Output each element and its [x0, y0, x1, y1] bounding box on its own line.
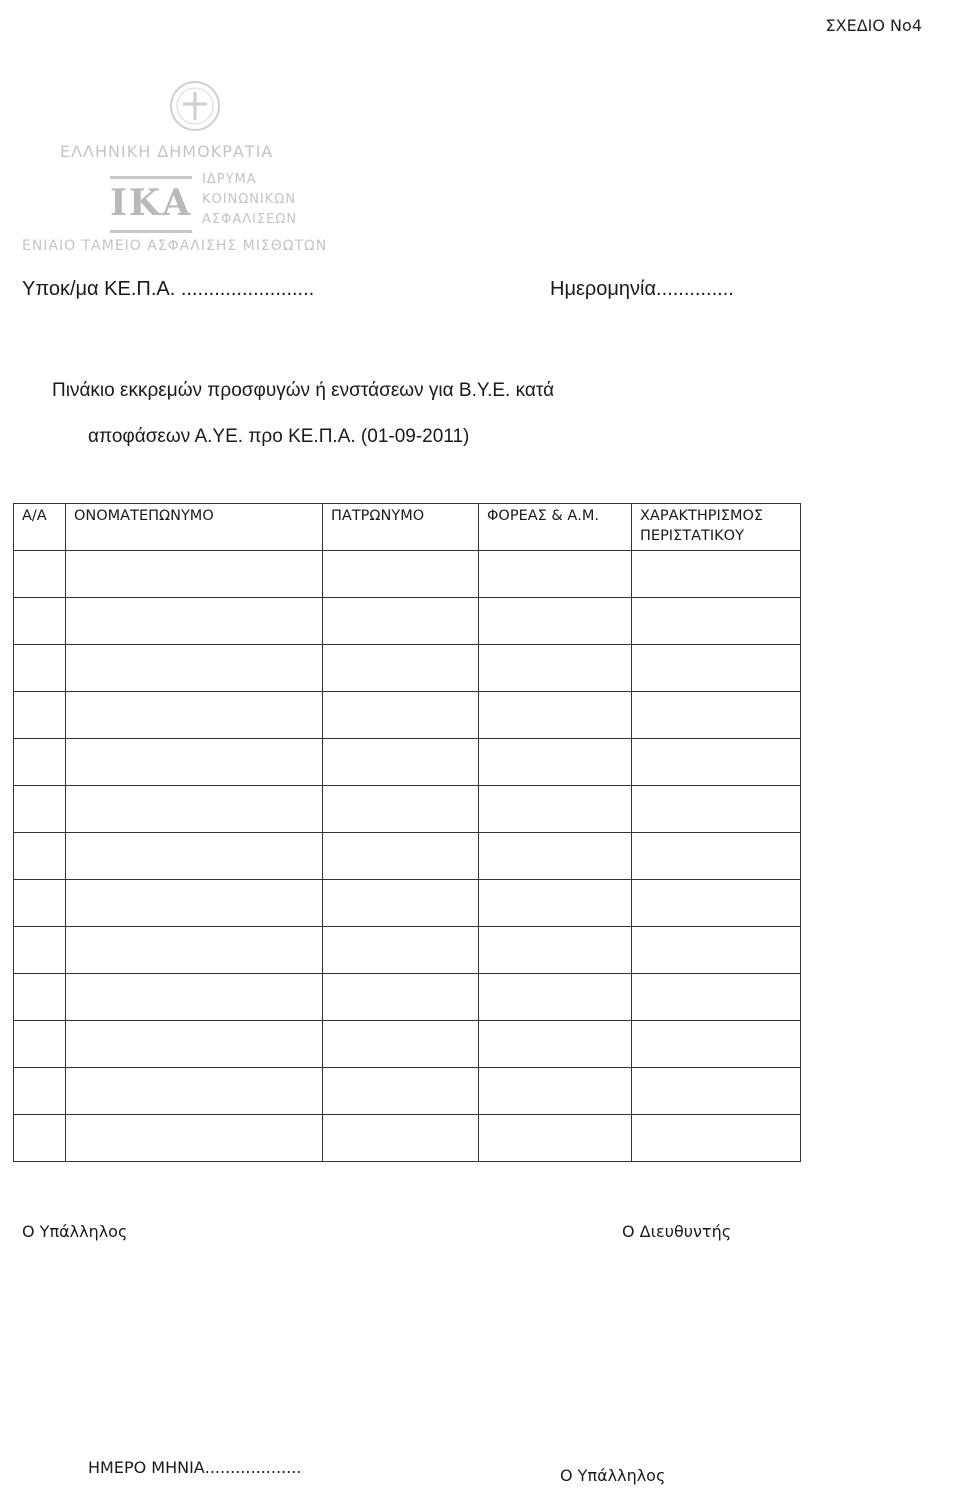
table-body	[14, 551, 801, 1162]
table-cell	[14, 927, 66, 974]
logo-institution	[202, 170, 297, 230]
table-cell	[323, 739, 479, 786]
pending-appeals-table	[13, 503, 801, 1162]
column-header-agency-am: ΦΟΡΕΑΣ & Α.Μ.	[479, 504, 632, 551]
table-cell	[479, 645, 632, 692]
table-cell	[479, 551, 632, 598]
table-cell	[479, 598, 632, 645]
table-row	[14, 833, 801, 880]
meta-row	[22, 278, 920, 308]
table-cell	[479, 1021, 632, 1068]
logo-institution-line: ΚΟΙΝΩΝΙΚΩΝ	[202, 192, 296, 207]
table-row	[14, 598, 801, 645]
form-title	[52, 368, 912, 460]
table-cell	[14, 739, 66, 786]
table-row	[14, 692, 801, 739]
table-cell	[479, 786, 632, 833]
table-cell	[66, 692, 323, 739]
table-cell	[66, 974, 323, 1021]
table-cell	[323, 833, 479, 880]
table-cell	[632, 645, 801, 692]
table-cell	[14, 1068, 66, 1115]
table-cell	[632, 833, 801, 880]
table-cell	[66, 786, 323, 833]
table-row	[14, 927, 801, 974]
table-cell	[479, 927, 632, 974]
table-cell	[479, 739, 632, 786]
table-cell	[14, 645, 66, 692]
table-row	[14, 1021, 801, 1068]
table-cell	[323, 1115, 479, 1162]
table-cell	[479, 1115, 632, 1162]
table-cell	[14, 833, 66, 880]
table-cell	[479, 974, 632, 1021]
logo-state-name: ΕΛΛΗΝΙΚΗ ΔΗΜΟΚΡΑΤΙΑ	[60, 142, 274, 161]
logo-institution-line: ΙΔΡΥΜΑ	[202, 172, 257, 187]
column-header-full-name: ΟΝΟΜΑΤΕΠΩΝΥΜΟ	[66, 504, 323, 551]
table-cell	[323, 692, 479, 739]
logo-mark-letters: ΙΚΑ	[110, 182, 193, 224]
table-cell	[632, 974, 801, 1021]
table-cell	[323, 927, 479, 974]
table-row	[14, 551, 801, 598]
table-cell	[323, 974, 479, 1021]
table-cell	[66, 833, 323, 880]
table-cell	[323, 551, 479, 598]
form-title-line-2: αποφάσεων Α.ΥΕ. προ ΚΕ.Π.Α. (01-09-2011)	[88, 426, 470, 447]
table-cell	[66, 598, 323, 645]
table-cell	[14, 1021, 66, 1068]
date-field: Ημερομηνία..............	[550, 278, 734, 300]
table-cell	[66, 645, 323, 692]
table-cell	[323, 598, 479, 645]
logo-mark	[110, 176, 192, 234]
form-title-line-1: Πινάκιο εκκρεμών προσφυγών ή ενστάσεων για Β.Υ.Ε. κατά	[52, 380, 555, 401]
table-cell	[632, 880, 801, 927]
table-cell	[632, 551, 801, 598]
table-cell	[66, 739, 323, 786]
branch-field: Υποκ/μα ΚΕ.Π.Α. ........................	[22, 278, 315, 300]
table-cell	[632, 1115, 801, 1162]
table-cell	[323, 880, 479, 927]
table-cell	[14, 786, 66, 833]
table-cell	[632, 1021, 801, 1068]
table-cell	[66, 880, 323, 927]
table-cell	[479, 692, 632, 739]
table-cell	[632, 692, 801, 739]
table-header-row	[14, 504, 801, 551]
table-cell	[66, 1068, 323, 1115]
table-cell	[323, 786, 479, 833]
table-row	[14, 645, 801, 692]
logo-fund-name: ΕΝΙΑΙΟ ΤΑΜΕΙΟ ΑΣΦΑΛΙΣΗΣ ΜΙΣΘΩΤΩΝ	[22, 238, 328, 254]
table-row	[14, 786, 801, 833]
table-row	[14, 1115, 801, 1162]
table-cell	[14, 551, 66, 598]
footer-employee-label: Ο Υπάλληλος	[560, 1466, 666, 1485]
table-cell	[632, 1068, 801, 1115]
employee-signature-label: Ο Υπάλληλος	[22, 1222, 128, 1241]
table-cell	[323, 645, 479, 692]
table-cell	[632, 739, 801, 786]
table-cell	[479, 833, 632, 880]
table-cell	[66, 1021, 323, 1068]
footer-date-field: ΗΜΕΡΟ ΜΗΝΙΑ...................	[88, 1458, 302, 1477]
table-row	[14, 739, 801, 786]
column-header-case-classification: ΧΑΡΑΚΤΗΡΙΣΜΟΣ ΠΕΡΙΣΤΑΤΙΚΟΥ	[632, 504, 801, 551]
table-cell	[323, 1068, 479, 1115]
table-cell	[323, 1021, 479, 1068]
column-header-fathers-name: ΠΑΤΡΩΝΥΜΟ	[323, 504, 479, 551]
table-row	[14, 880, 801, 927]
table-cell	[14, 692, 66, 739]
table-cell	[479, 880, 632, 927]
coat-of-arms-icon	[167, 78, 223, 134]
table-cell	[632, 786, 801, 833]
logo-institution-line: ΑΣΦΑΛΙΣΕΩΝ	[202, 212, 298, 227]
table-row	[14, 974, 801, 1021]
table-cell	[14, 974, 66, 1021]
table-cell	[66, 551, 323, 598]
table-cell	[14, 880, 66, 927]
column-header-aa: Α/Α	[14, 504, 66, 551]
table-cell	[66, 1115, 323, 1162]
document-code: ΣΧΕΔΙΟ Νο4	[825, 16, 922, 35]
table-cell	[66, 927, 323, 974]
table-cell	[632, 927, 801, 974]
table-cell	[479, 1068, 632, 1115]
table-cell	[14, 1115, 66, 1162]
table-row	[14, 1068, 801, 1115]
ika-logo	[22, 78, 362, 268]
table-cell	[14, 598, 66, 645]
table-cell	[632, 598, 801, 645]
director-signature-label: Ο Διευθυντής	[622, 1222, 732, 1241]
